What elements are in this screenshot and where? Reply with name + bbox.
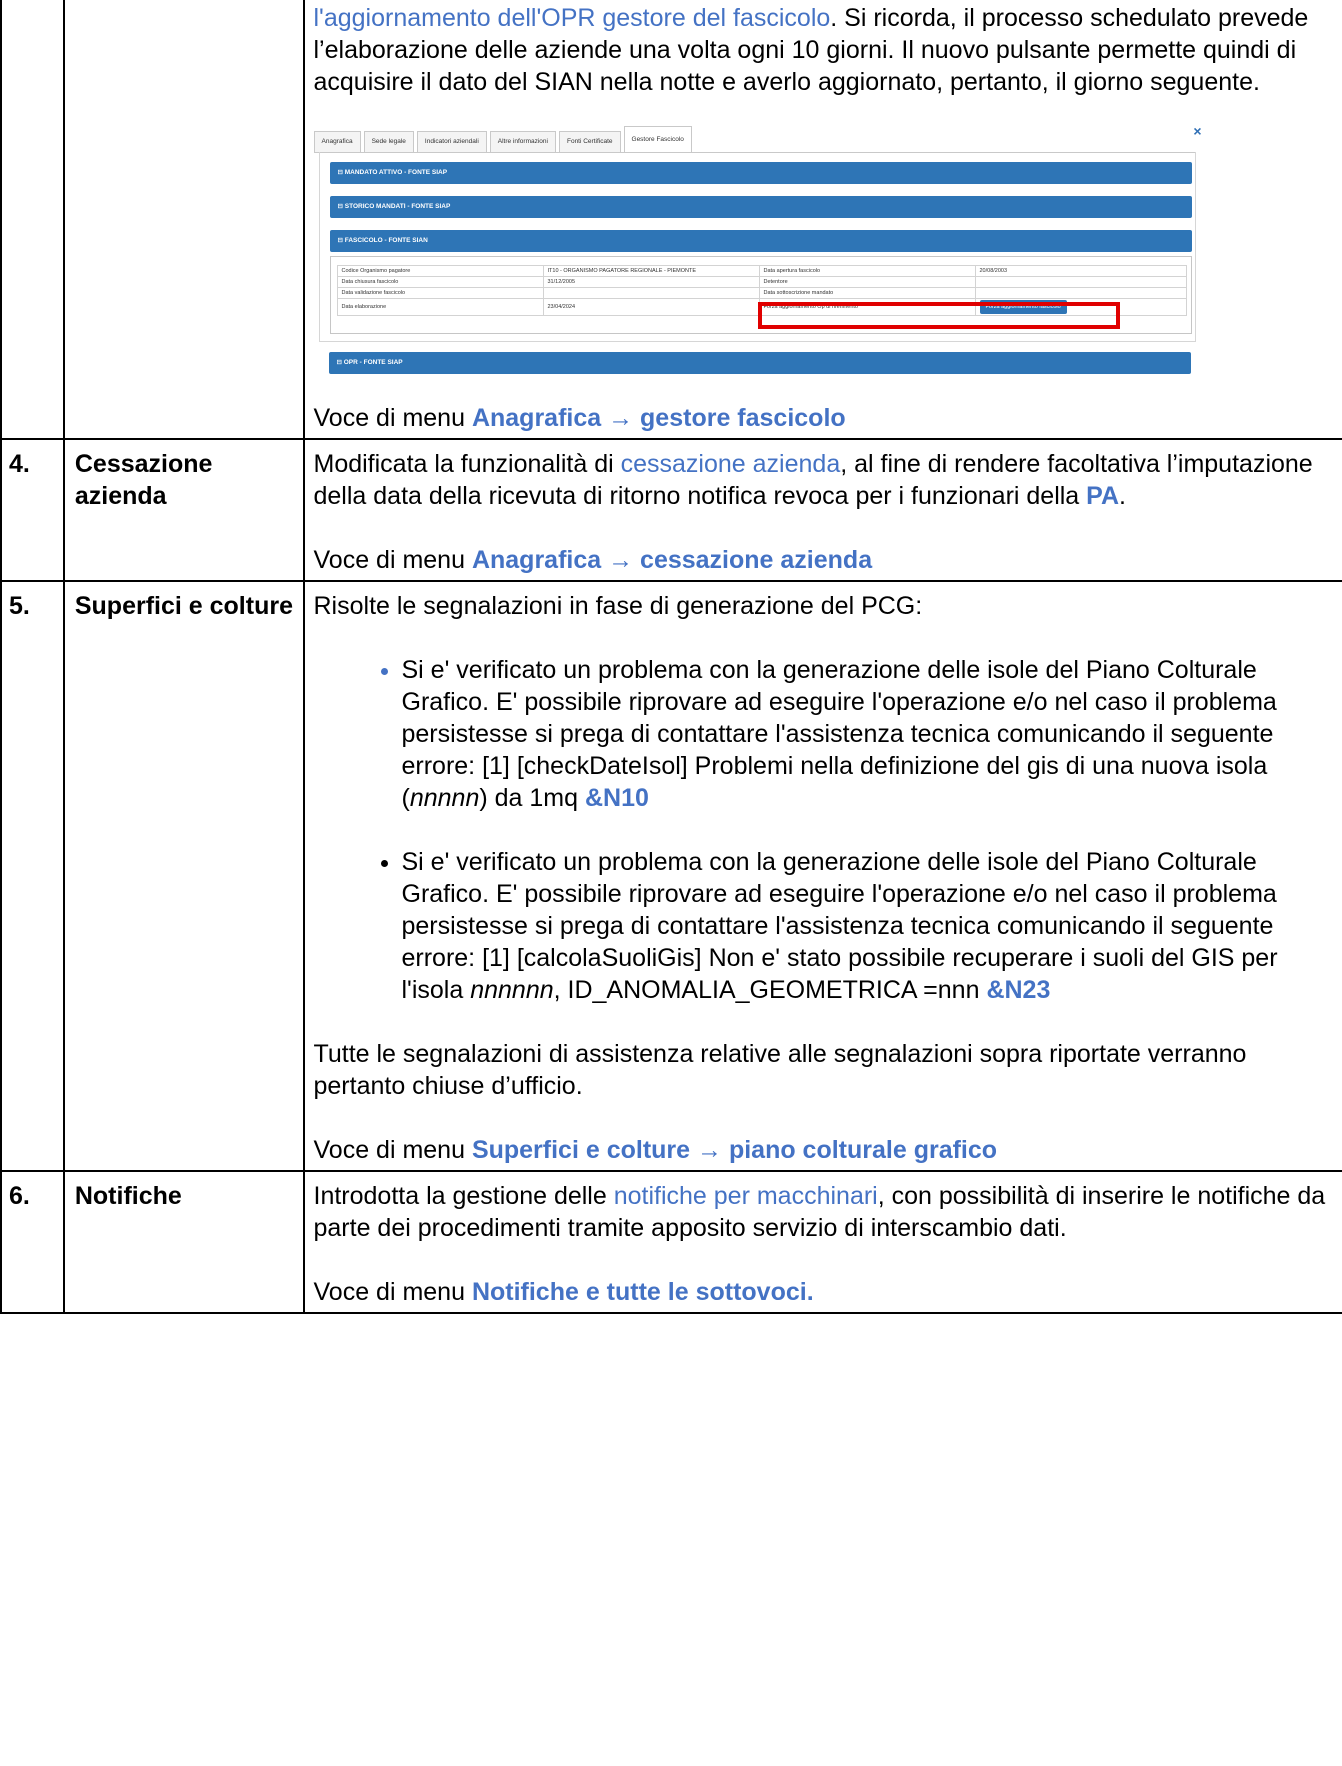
cessazione-azienda-link[interactable]: cessazione azienda bbox=[620, 450, 841, 478]
menu-path-line bbox=[314, 402, 1335, 434]
grid-cell: Forza aggiornamento Op di riferimento bbox=[759, 299, 975, 316]
intro-paragraph: Risolte le segnalazioni in fase di generazione del PCG: bbox=[313, 592, 923, 620]
grid-cell: Detentore bbox=[759, 277, 975, 288]
opr-link[interactable]: l'aggiornamento dell'OPR gestore del fascicolo bbox=[313, 4, 831, 32]
notifiche-macchinari-link[interactable]: notifiche per macchinari bbox=[613, 1182, 878, 1210]
menu-prefix: Voce di menu bbox=[313, 404, 472, 432]
menu-path-link[interactable]: Notifiche e tutte le sottovoci. bbox=[471, 1278, 814, 1306]
row-description-cell bbox=[304, 439, 1342, 581]
menu-path-link[interactable]: Superfici e colture → piano colturale grafico bbox=[471, 1136, 998, 1164]
menu-path-line bbox=[314, 544, 1335, 576]
menu-path-line bbox=[314, 1134, 1335, 1166]
grid-cell bbox=[543, 288, 759, 299]
description-paragraph bbox=[314, 448, 1335, 512]
grid-cell: Data validazione fascicolo bbox=[337, 288, 543, 299]
row-title-cell bbox=[64, 0, 304, 439]
tab-anagrafica[interactable]: Anagrafica bbox=[314, 131, 361, 153]
grid-cell bbox=[975, 277, 1186, 288]
gestore-fascicolo-screenshot bbox=[314, 123, 1202, 382]
tab-bar bbox=[314, 126, 695, 153]
section-opr[interactable]: ⊟ OPR - FONTE SIAP bbox=[329, 352, 1191, 374]
row-number: 4. bbox=[1, 439, 64, 581]
error-code-link[interactable]: &N23 bbox=[986, 976, 1051, 1004]
grid-cell: Codice Organismo pagatore bbox=[337, 266, 543, 277]
grid-cell: 31/12/2005 bbox=[543, 277, 759, 288]
grid-cell: 20/08/2003 bbox=[975, 266, 1186, 277]
text: . bbox=[1119, 482, 1126, 510]
error-list bbox=[314, 654, 1335, 1006]
tab-indicatori-aziendali[interactable]: Indicatori aziendali bbox=[417, 131, 487, 153]
table-row-5 bbox=[1, 581, 1342, 1171]
section-storico-mandati[interactable]: ⊟ STORICO MANDATI - FONTE SIAP bbox=[330, 196, 1192, 218]
table-row-6 bbox=[1, 1171, 1342, 1313]
intro-text: . Si ricorda, il processo schedulato prevede l’elaborazione delle aziende una volta ogni 10 giorni. Il nuovo pulsante permette quindi di acquisire il dato del SIAN nella notte e averlo aggiornato, pertanto, il giorno seguente. bbox=[313, 4, 1309, 96]
menu-path-link[interactable]: Anagrafica → gestore fascicolo bbox=[471, 404, 846, 432]
row-number-cell bbox=[1, 0, 64, 439]
row-description-cell bbox=[304, 581, 1342, 1171]
grid-cell: Data sottoscrizione mandato bbox=[759, 288, 975, 299]
closing-paragraph: Tutte le segnalazioni di assistenza relative alle segnalazioni sopra riportate verranno pertanto chiuse d’ufficio. bbox=[313, 1040, 1247, 1100]
text: , al fine di rendere facoltativa l’imputazione della data della ricevuta di ritorno notifica revoca per i funzionari della bbox=[313, 450, 1313, 510]
menu-prefix: Voce di menu bbox=[313, 546, 472, 574]
grid-cell: 23/04/2024 bbox=[543, 299, 759, 316]
text: Modificata la funzionalità di bbox=[313, 450, 621, 478]
list-item bbox=[402, 654, 1335, 814]
section-fascicolo[interactable]: ⊟ FASCICOLO - FONTE SIAN bbox=[330, 230, 1192, 252]
menu-prefix: Voce di menu bbox=[313, 1136, 472, 1164]
menu-path-line bbox=[314, 1276, 1335, 1308]
text: Si e' verificato un problema con la generazione delle isole del Piano Colturale Grafico. E' possibile riprovare ad eseguire l'operazione e/o nel caso il problema persistesse si prega di contattare l'assistenza tecnica comunicando il seguente errore: [1] [calcolaSuoliGis] Non e' stato possibile recuperare i suoli del GIS per l'isola bbox=[401, 848, 1278, 1004]
menu-prefix: Voce di menu bbox=[313, 1278, 472, 1306]
tab-altre-informazioni[interactable]: Altre informazioni bbox=[490, 131, 556, 153]
section-mandato-attivo[interactable]: ⊟ MANDATO ATTIVO - FONTE SIAP bbox=[330, 162, 1192, 184]
table-row-continued bbox=[1, 0, 1342, 439]
text: nnnnn bbox=[409, 784, 480, 812]
grid-cell bbox=[975, 288, 1186, 299]
error-code-link[interactable]: &N10 bbox=[584, 784, 649, 812]
grid-cell: Data apertura fascicolo bbox=[759, 266, 975, 277]
row-title: Superfici e colture bbox=[64, 581, 304, 1171]
tab-gestore-fascicolo[interactable]: Gestore Fascicolo bbox=[624, 126, 692, 153]
highlight-box bbox=[758, 302, 1120, 329]
menu-path-link[interactable]: Anagrafica → cessazione azienda bbox=[471, 546, 873, 574]
text: Si e' verificato un problema con la generazione delle isole del Piano Colturale Grafico. E' possibile riprovare ad eseguire l'operazione e/o nel caso il problema persistesse si prega di contattare l'assistenza tecnica comunicando il seguente errore: [1] [checkDateIsol] Problemi nella definizione del gis di una nuova isola ( bbox=[401, 656, 1277, 812]
row-description-cell bbox=[304, 0, 1342, 439]
force-update-button[interactable]: Forza aggiornamento fascicolo bbox=[980, 300, 1067, 314]
intro-paragraph bbox=[314, 2, 1335, 98]
list-item bbox=[402, 846, 1335, 1006]
table-row bbox=[337, 266, 1186, 277]
text: nnnnnn bbox=[470, 976, 554, 1004]
tab-sede-legale[interactable]: Sede legale bbox=[364, 131, 414, 153]
row-number: 5. bbox=[1, 581, 64, 1171]
text: Introdotta la gestione delle bbox=[313, 1182, 614, 1210]
text: ) da 1mq bbox=[479, 784, 585, 812]
table-row bbox=[337, 277, 1186, 288]
row-title: Cessazione azienda bbox=[64, 439, 304, 581]
close-icon[interactable]: × bbox=[1193, 123, 1202, 139]
text: , ID_ANOMALIA_GEOMETRICA =nnn bbox=[553, 976, 987, 1004]
row-title: Notifiche bbox=[64, 1171, 304, 1313]
row-number: 6. bbox=[1, 1171, 64, 1313]
grid-cell: Data elaborazione bbox=[337, 299, 543, 316]
row-description-cell bbox=[304, 1171, 1342, 1313]
pa-link[interactable]: PA bbox=[1086, 482, 1120, 510]
description-paragraph bbox=[314, 1180, 1335, 1244]
text: , con possibilità di inserire le notifiche da parte dei procedimenti tramite apposito servizio di interscambio dati. bbox=[313, 1182, 1326, 1242]
grid-cell: IT10 - ORGANISMO PAGATORE REGIONALE - PIEMONTE bbox=[543, 266, 759, 277]
table-row-4 bbox=[1, 439, 1342, 581]
table-row bbox=[337, 288, 1186, 299]
grid-cell: Data chiusura fascicolo bbox=[337, 277, 543, 288]
tab-fonti-certificate[interactable]: Fonti Certificate bbox=[559, 131, 621, 153]
